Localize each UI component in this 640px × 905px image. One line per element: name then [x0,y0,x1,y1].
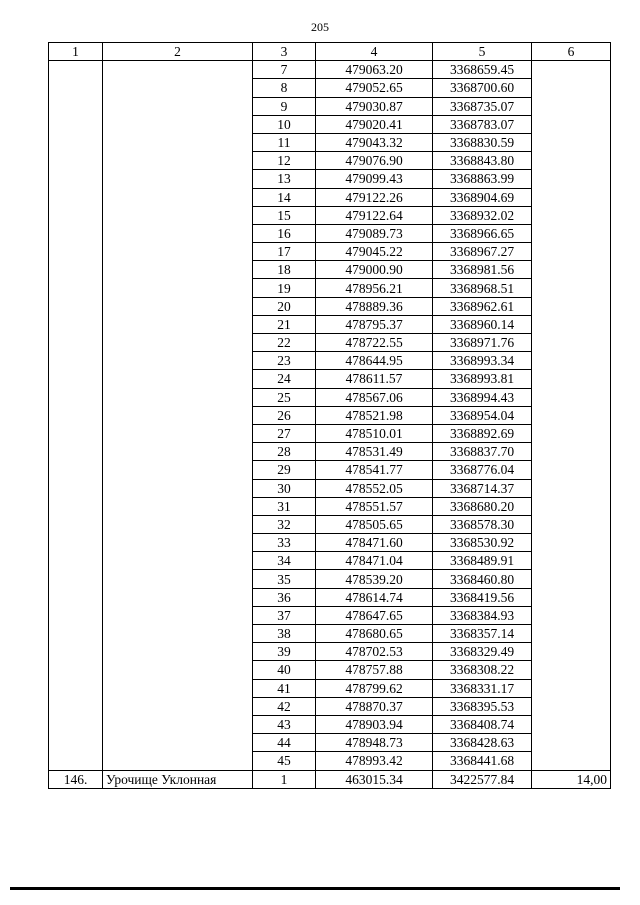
point-number-cell: 43 [253,715,316,733]
point-number-cell: 25 [253,388,316,406]
point-number-cell: 1 [253,770,316,788]
header-col-1: 1 [49,43,103,61]
header-col-4: 4 [316,43,433,61]
y-coordinate-cell: 3368331.17 [433,679,532,697]
x-coordinate-cell: 478702.53 [316,643,433,661]
y-coordinate-cell: 3422577.84 [433,770,532,788]
y-coordinate-cell: 3368489.91 [433,552,532,570]
point-number-cell: 34 [253,552,316,570]
entry-number-cell: 146. [49,770,103,788]
point-number-cell: 33 [253,534,316,552]
area-cell [532,61,611,770]
x-coordinate-cell: 478799.62 [316,679,433,697]
point-number-cell: 31 [253,497,316,515]
header-col-5: 5 [433,43,532,61]
x-coordinate-cell: 478551.57 [316,497,433,515]
point-number-cell: 7 [253,61,316,79]
y-coordinate-cell: 3368837.70 [433,443,532,461]
point-number-cell: 37 [253,606,316,624]
point-number-cell: 24 [253,370,316,388]
point-number-cell: 15 [253,206,316,224]
y-coordinate-cell: 3368530.92 [433,534,532,552]
x-coordinate-cell: 479020.41 [316,115,433,133]
point-number-cell: 10 [253,115,316,133]
x-coordinate-cell: 479122.26 [316,188,433,206]
y-coordinate-cell: 3368408.74 [433,715,532,733]
point-number-cell: 27 [253,424,316,442]
x-coordinate-cell: 478889.36 [316,297,433,315]
x-coordinate-cell: 478956.21 [316,279,433,297]
point-number-cell: 17 [253,243,316,261]
point-number-cell: 13 [253,170,316,188]
x-coordinate-cell: 479045.22 [316,243,433,261]
x-coordinate-cell: 479076.90 [316,152,433,170]
x-coordinate-cell: 478722.55 [316,334,433,352]
x-coordinate-cell: 479063.20 [316,61,433,79]
x-coordinate-cell: 479099.43 [316,170,433,188]
x-coordinate-cell: 478552.05 [316,479,433,497]
y-coordinate-cell: 3368700.60 [433,79,532,97]
x-coordinate-cell: 478510.01 [316,424,433,442]
y-coordinate-cell: 3368460.80 [433,570,532,588]
y-coordinate-cell: 3368971.76 [433,334,532,352]
point-number-cell: 42 [253,697,316,715]
y-coordinate-cell: 3368308.22 [433,661,532,679]
y-coordinate-cell: 3368932.02 [433,206,532,224]
point-number-cell: 28 [253,443,316,461]
x-coordinate-cell: 479052.65 [316,79,433,97]
coordinates-table [48,42,611,789]
y-coordinate-cell: 3368329.49 [433,643,532,661]
y-coordinate-cell: 3368441.68 [433,752,532,770]
x-coordinate-cell: 478870.37 [316,697,433,715]
point-number-cell: 18 [253,261,316,279]
x-coordinate-cell: 478531.49 [316,443,433,461]
x-coordinate-cell: 478680.65 [316,625,433,643]
x-coordinate-cell: 478541.77 [316,461,433,479]
y-coordinate-cell: 3368954.04 [433,406,532,424]
y-coordinate-cell: 3368843.80 [433,152,532,170]
x-coordinate-cell: 463015.34 [316,770,433,788]
x-coordinate-cell: 478993.42 [316,752,433,770]
y-coordinate-cell: 3368981.56 [433,261,532,279]
point-number-cell: 30 [253,479,316,497]
area-cell: 14,00 [532,770,611,788]
point-number-cell: 11 [253,133,316,151]
y-coordinate-cell: 3368783.07 [433,115,532,133]
point-number-cell: 14 [253,188,316,206]
x-coordinate-cell: 478505.65 [316,515,433,533]
y-coordinate-cell: 3368993.34 [433,352,532,370]
point-number-cell: 22 [253,334,316,352]
x-coordinate-cell: 479030.87 [316,97,433,115]
x-coordinate-cell: 478903.94 [316,715,433,733]
y-coordinate-cell: 3368994.43 [433,388,532,406]
y-coordinate-cell: 3368904.69 [433,188,532,206]
x-coordinate-cell: 478795.37 [316,315,433,333]
point-number-cell: 39 [253,643,316,661]
y-coordinate-cell: 3368960.14 [433,315,532,333]
header-col-2: 2 [103,43,253,61]
y-coordinate-cell: 3368735.07 [433,97,532,115]
x-coordinate-cell: 478611.57 [316,370,433,388]
x-coordinate-cell: 479043.32 [316,133,433,151]
point-number-cell: 21 [253,315,316,333]
point-number-cell: 38 [253,625,316,643]
x-coordinate-cell: 478471.60 [316,534,433,552]
y-coordinate-cell: 3368863.99 [433,170,532,188]
y-coordinate-cell: 3368962.61 [433,297,532,315]
point-number-cell: 9 [253,97,316,115]
x-coordinate-cell: 479122.64 [316,206,433,224]
entry-name-cell [103,61,253,770]
x-coordinate-cell: 479000.90 [316,261,433,279]
y-coordinate-cell: 3368428.63 [433,734,532,752]
x-coordinate-cell: 478567.06 [316,388,433,406]
y-coordinate-cell: 3368659.45 [433,61,532,79]
x-coordinate-cell: 479089.73 [316,224,433,242]
y-coordinate-cell: 3368993.81 [433,370,532,388]
point-number-cell: 36 [253,588,316,606]
point-number-cell: 8 [253,79,316,97]
x-coordinate-cell: 478471.04 [316,552,433,570]
point-number-cell: 23 [253,352,316,370]
y-coordinate-cell: 3368357.14 [433,625,532,643]
point-number-cell: 26 [253,406,316,424]
point-number-cell: 20 [253,297,316,315]
table-row-entry-146 [49,770,611,788]
point-number-cell: 35 [253,570,316,588]
y-coordinate-cell: 3368892.69 [433,424,532,442]
header-col-3: 3 [253,43,316,61]
y-coordinate-cell: 3368776.04 [433,461,532,479]
y-coordinate-cell: 3368714.37 [433,479,532,497]
point-number-cell: 19 [253,279,316,297]
point-number-cell: 12 [253,152,316,170]
x-coordinate-cell: 478647.65 [316,606,433,624]
point-number-cell: 45 [253,752,316,770]
point-number-cell: 32 [253,515,316,533]
y-coordinate-cell: 3368966.65 [433,224,532,242]
y-coordinate-cell: 3368830.59 [433,133,532,151]
point-number-cell: 44 [253,734,316,752]
x-coordinate-cell: 478644.95 [316,352,433,370]
x-coordinate-cell: 478948.73 [316,734,433,752]
y-coordinate-cell: 3368968.51 [433,279,532,297]
header-col-6: 6 [532,43,611,61]
bottom-rule [10,887,620,890]
table-row [49,61,611,79]
point-number-cell: 29 [253,461,316,479]
x-coordinate-cell: 478614.74 [316,588,433,606]
y-coordinate-cell: 3368419.56 [433,588,532,606]
y-coordinate-cell: 3368578.30 [433,515,532,533]
x-coordinate-cell: 478539.20 [316,570,433,588]
y-coordinate-cell: 3368680.20 [433,497,532,515]
page-number: 205 [311,20,329,34]
point-number-cell: 16 [253,224,316,242]
point-number-cell: 41 [253,679,316,697]
x-coordinate-cell: 478757.88 [316,661,433,679]
point-number-cell: 40 [253,661,316,679]
y-coordinate-cell: 3368384.93 [433,606,532,624]
entry-name-cell: Урочище Уклонная [103,770,253,788]
x-coordinate-cell: 478521.98 [316,406,433,424]
entry-number-cell [49,61,103,770]
table-header-row [49,43,611,61]
y-coordinate-cell: 3368395.53 [433,697,532,715]
y-coordinate-cell: 3368967.27 [433,243,532,261]
